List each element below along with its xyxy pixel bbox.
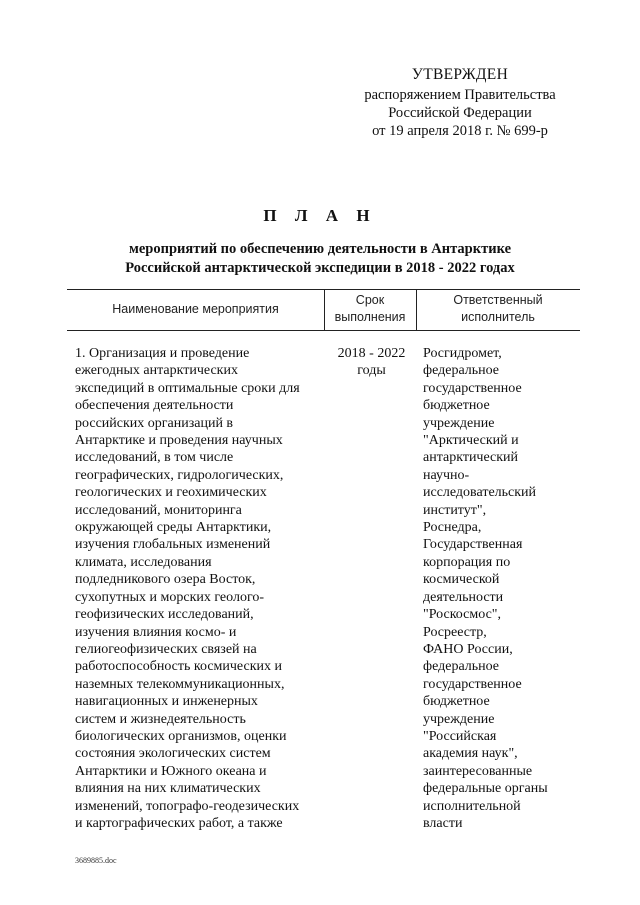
row-name-line: ежегодных антарктических xyxy=(75,363,238,379)
row-responsible-line: исполнительной xyxy=(423,798,521,814)
row-responsible-line: исследовательский xyxy=(423,485,537,501)
row-name-line: геофизических исследований, xyxy=(75,607,254,623)
row-name-line: подледникового озера Восток, xyxy=(75,572,256,588)
header-responsible-line: исполнитель xyxy=(461,310,535,324)
row-term-line: 2018 - 2022 xyxy=(337,346,406,361)
approval-line: от 19 апреля 2018 г. № 699-р xyxy=(372,123,548,139)
row-name-line: геологических и геохимических xyxy=(75,485,267,501)
row-responsible-line: бюджетное xyxy=(423,398,490,414)
row-name-line: российских организаций в xyxy=(75,415,234,431)
row-name-line: исследований, мониторинга xyxy=(75,502,242,518)
row-name-line: состояния экологических систем xyxy=(75,746,271,762)
subtitle-line: мероприятий по обеспечению деятельности в Антарктике xyxy=(128,241,512,257)
approval-heading: УТВЕРЖДЕН xyxy=(411,66,509,83)
row-name-cell xyxy=(75,345,325,832)
row-responsible-line: научно- xyxy=(423,467,470,483)
row-name-line: влияния на них климатических xyxy=(75,781,261,797)
row-responsible-line: федеральные органы xyxy=(423,781,548,797)
row-responsible-line: "Роскосмос", xyxy=(423,607,502,623)
row-responsible-cell xyxy=(423,345,573,832)
header-name: Наименование мероприятия xyxy=(112,302,279,316)
row-responsible-line: власти xyxy=(423,815,463,831)
row-name-line: систем и жизнедеятельность xyxy=(75,711,246,727)
row-responsible-line: антарктический xyxy=(423,450,519,466)
row-name-line: изучения влияния космо- и xyxy=(75,624,237,640)
row-term-cell xyxy=(329,345,414,380)
row-name-line: изменений, топографо-геодезических xyxy=(75,798,300,814)
row-name-line: и картографических работ, а также xyxy=(75,815,283,831)
row-name-line: сухопутных и морских геолого- xyxy=(75,589,264,605)
row-responsible-line: учреждение xyxy=(423,415,495,431)
plan-subtitle xyxy=(0,240,640,278)
row-responsible-line: деятельности xyxy=(423,589,504,605)
header-responsible xyxy=(416,292,580,326)
approval-line: распоряжением Правительства xyxy=(364,87,556,103)
row-responsible-line: Росреестр, xyxy=(423,624,487,640)
header-term-line: Срок xyxy=(355,293,385,307)
row-responsible-line: федеральное xyxy=(423,659,500,675)
row-responsible-line: государственное xyxy=(423,380,522,396)
row-name-line: исследований, в том числе xyxy=(75,450,234,466)
row-responsible-line: заинтересованные xyxy=(423,763,533,779)
row-name-line: наземных телекоммуникационных, xyxy=(75,676,285,692)
row-name-line: навигационных и инженерных xyxy=(75,694,258,710)
row-name-line: работоспособность космических и xyxy=(75,659,282,675)
row-responsible-line: бюджетное xyxy=(423,694,490,710)
row-name-line: Антарктике и проведения научных xyxy=(75,433,283,449)
header-responsible-line: Ответственный xyxy=(453,293,543,307)
row-name-line: географических, гидрологических, xyxy=(75,467,284,483)
row-responsible-line: учреждение xyxy=(423,711,495,727)
header-term-line: выполнения xyxy=(334,310,406,324)
subtitle-line: Российской антарктической экспедиции в 2018 - 2022 годах xyxy=(125,260,515,276)
footer-file-name: 3689885.doc xyxy=(75,856,117,865)
row-name-line: Антарктики и Южного океана и xyxy=(75,763,267,779)
row-responsible-line: федеральное xyxy=(423,363,500,379)
plan-heading: П Л А Н xyxy=(263,206,377,225)
approval-line: Российской Федерации xyxy=(388,105,532,121)
row-responsible-line: Государственная xyxy=(423,537,523,553)
row-name-line: климата, исследования xyxy=(75,554,212,570)
row-name-line: гелиогеофизических связей на xyxy=(75,641,257,657)
header-term xyxy=(324,292,416,326)
row-name-line: экспедиций в оптимальные сроки для xyxy=(75,380,300,396)
row-responsible-line: институт", xyxy=(423,502,487,518)
row-responsible-line: корпорация по xyxy=(423,554,511,570)
row-term-line: годы xyxy=(357,363,386,379)
row-name-line: обеспечения деятельности xyxy=(75,398,234,414)
document-title xyxy=(0,0,640,278)
row-responsible-line: Роснедра, xyxy=(423,520,482,536)
row-responsible-line: "Российская xyxy=(423,728,497,744)
row-responsible-line: космической xyxy=(423,572,500,588)
row-name-line: изучения глобальных изменений xyxy=(75,537,271,553)
row-name-line: 1. Организация и проведение xyxy=(75,346,250,361)
row-responsible-line: государственное xyxy=(423,676,522,692)
row-responsible-line: академия наук", xyxy=(423,746,518,762)
row-responsible-line: "Арктический и xyxy=(423,433,519,449)
row-responsible-line: ФАНО России, xyxy=(423,641,513,657)
row-name-line: окружающей среды Антарктики, xyxy=(75,520,272,536)
row-name-line: биологических организмов, оценки xyxy=(75,728,287,744)
row-responsible-line: Росгидромет, xyxy=(423,346,502,361)
